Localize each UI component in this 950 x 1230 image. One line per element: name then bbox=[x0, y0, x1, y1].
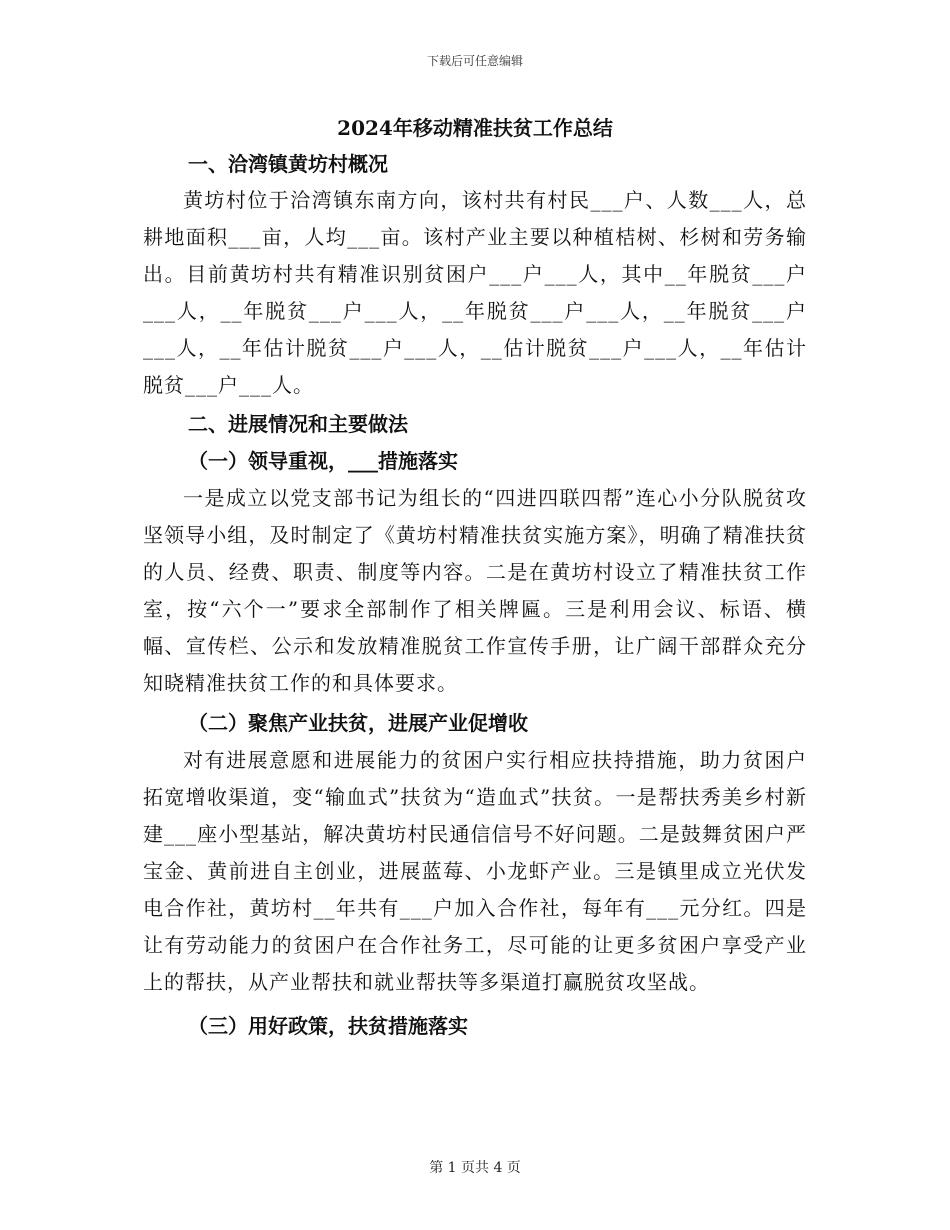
document-body bbox=[143, 110, 807, 1045]
section-heading-2: 二、进展情况和主要做法 bbox=[188, 412, 408, 436]
section-1-paragraph: 黄坊村位于洽湾镇东南方向，该村共有村民___户、人数___人，总耕地面积___亩，人均___亩。该村产业主要以种植桔树、杉树和劳务输出。目前黄坊村共有精准识别贫困户___户___人，其中__年脱贫___户___人，__年脱贫___户___人，__年脱贫___户___人，__年脱贫___户___人，__年估计脱贫___户___人，__估计脱贫___户___人，__年估计脱贫___户___人。 bbox=[143, 188, 807, 397]
document-title: 2024年移动精准扶贫工作总结 bbox=[337, 116, 613, 140]
page-header-note: 下载后可任意编辑 bbox=[426, 54, 523, 68]
subsection-2-paragraph: 对有进展意愿和进展能力的贫困户实行相应扶持措施，助力贫困户拓宽增收渠道，变“输血式”扶贫为“造血式”扶贫。一是帮扶秀美乡村新建___座小型基站，解决黄坊村民通信信号不好问题。二是鼓舞贫困户严宝金、黄前进自主创业，进展蓝莓、小龙虾产业。三是镇里成立光伏发电合作社，黄坊村__年共有___户加入合作社，每年有___元分红。四是让有劳动能力的贫困户在合作社务工，尽可能的让更多贫困户享受产业上的帮扶，从产业帮扶和就业帮扶等多渠道打赢脱贫攻坚战。 bbox=[143, 748, 807, 994]
subsection-heading-2: （二）聚焦产业扶贫，进展产业促增收 bbox=[188, 711, 528, 735]
subsection-heading-3: （三）用好政策，扶贫措施落实 bbox=[188, 1014, 468, 1038]
section-heading-1: 一、洽湾镇黄坊村概况 bbox=[188, 152, 388, 176]
subsection-1-paragraph: 一是成立以党支部书记为组长的“四进四联四帮”连心小分队脱贫攻坚领导小组，及时制定了《黄坊村精准扶贫实施方案》，明确了精准扶贫的人员、经费、职责、制度等内容。二是在黄坊村设立了精准扶贫工作室，按“六个一”要求全部制作了相关牌匾。三是利用会议、标语、横幅、宣传栏、公示和发放精准脱贫工作宣传手册，让广阔干部群众充分知晓精准扶贫工作的和具体要求。 bbox=[143, 486, 807, 695]
subsection-heading-1: （一）领导重视，___措施落实 bbox=[188, 449, 458, 473]
page-number-footer: 第 1 页共 4 页 bbox=[429, 1160, 521, 1176]
